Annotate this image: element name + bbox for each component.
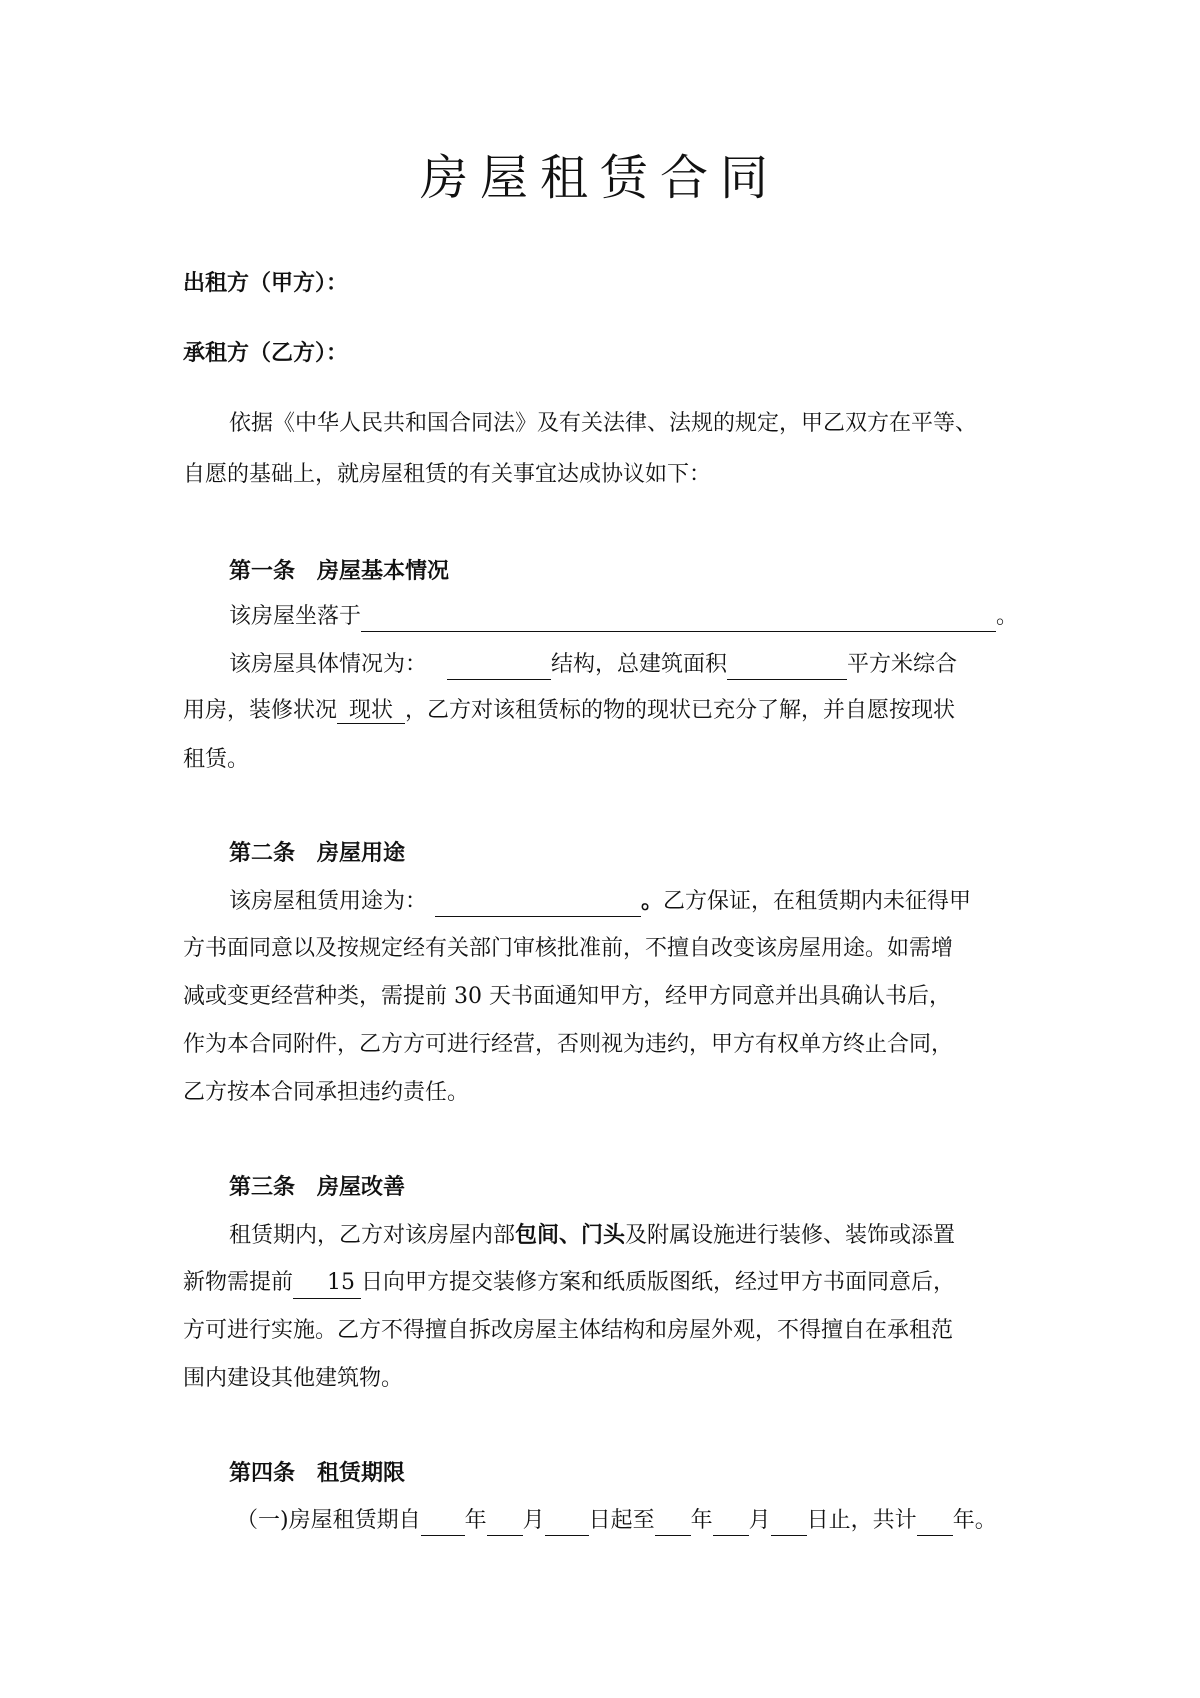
article-2-heading: 第二条 房屋用途 (229, 840, 406, 866)
use-blank (435, 890, 641, 917)
article-2-line-2: 方书面同意以及按规定经有关部门审核批准前，不擅自改变该房屋用途。如需增 (183, 936, 954, 961)
article-1-location-line (229, 602, 1018, 632)
start-year-blank (421, 1509, 465, 1536)
use-prefix: 该房屋租赁用途为： (229, 889, 428, 914)
article-3-heading: 第三条 房屋改善 (229, 1174, 406, 1200)
article-3-line-1 (229, 1220, 955, 1251)
article-1-heading: 第一条 房屋基本情况 (229, 558, 450, 584)
article-3-line-1-b: 及附属设施进行装修、装饰或添置 (625, 1223, 956, 1248)
start-month-label: 月 (522, 1508, 545, 1533)
decoration-prefix: 用房，装修状况 (183, 698, 338, 723)
document-title: 房屋租赁合同 (419, 150, 780, 206)
decoration-status: 现状 (337, 698, 405, 724)
article-4-term-line (236, 1506, 997, 1536)
start-day-blank (545, 1509, 589, 1536)
location-prefix: 该房屋坐落于 (229, 604, 362, 629)
notice-days: 15 (293, 1268, 361, 1299)
lessor-label: 出租方（甲方）： (183, 270, 349, 296)
end-day-blank (771, 1509, 807, 1536)
article-3-line-4: 围内建设其他建筑物。 (183, 1366, 404, 1391)
use-suffix: 乙方保证，在租赁期内未征得甲 (663, 889, 972, 914)
article-2-line-5: 乙方按本合同承担违约责任。 (183, 1080, 470, 1105)
preamble-line-2: 自愿的基础上，就房屋租赁的有关事宜达成协议如下： (183, 462, 712, 487)
term-prefix: （一)房屋租赁期自 (236, 1508, 421, 1533)
location-suffix: 。 (996, 604, 1019, 629)
detail-structure: 结构，总建筑面积 (551, 652, 728, 677)
start-year-label: 年 (464, 1508, 487, 1533)
preamble-line-1: 依据《中华人民共和国合同法》及有关法律、法规的规定，甲乙双方在平等、 (229, 411, 978, 436)
article-3-bold-scope: 包间、门头 (515, 1222, 626, 1248)
structure-blank (447, 653, 551, 680)
area-blank (727, 653, 847, 680)
location-blank (361, 605, 996, 632)
article-3-line-1-a: 租赁期内，乙方对该房屋内部 (229, 1223, 516, 1248)
detail-area-suffix: 平方米综合 (847, 652, 958, 677)
article-2-use-line (229, 886, 971, 917)
total-years-label: 年。 (952, 1508, 997, 1533)
article-2-line-3: 减或变更经营种类，需提前 30 天书面通知甲方，经甲方同意并出具确认书后， (183, 984, 951, 1009)
article-3-line-2-b: 日向甲方提交装修方案和纸质版图纸，经过甲方书面同意后， (361, 1270, 956, 1295)
article-1-detail-line (229, 650, 957, 680)
end-month-blank (713, 1509, 749, 1536)
end-day-label: 日止，共计 (806, 1508, 917, 1533)
article-3-line-3: 方可进行实施。乙方不得擅自拆改房屋主体结构和房屋外观，不得擅自在承租范 (183, 1318, 954, 1343)
lessee-label: 承租方（乙方）： (183, 340, 349, 366)
article-4-heading: 第四条 租赁期限 (229, 1460, 406, 1486)
decoration-suffix: ，乙方对该租赁标的物的现状已充分了解，并自愿按现状 (405, 698, 956, 723)
article-3-line-2-a: 新物需提前 (183, 1270, 294, 1295)
article-3-line-2 (183, 1268, 955, 1299)
article-1-decoration-line (183, 696, 955, 726)
end-year-blank (655, 1509, 691, 1536)
start-month-blank (487, 1509, 523, 1536)
end-year-label: 年 (690, 1508, 713, 1533)
use-period: 。 (641, 888, 664, 914)
total-years-blank (917, 1509, 953, 1536)
start-day-label: 日起至 (588, 1508, 655, 1533)
detail-prefix: 该房屋具体情况为： (229, 652, 428, 677)
end-month-label: 月 (748, 1508, 771, 1533)
article-2-line-4: 作为本合同附件，乙方方可进行经营，否则视为违约，甲方有权单方终止合同， (183, 1032, 954, 1057)
article-1-line-4: 租赁。 (183, 747, 250, 772)
